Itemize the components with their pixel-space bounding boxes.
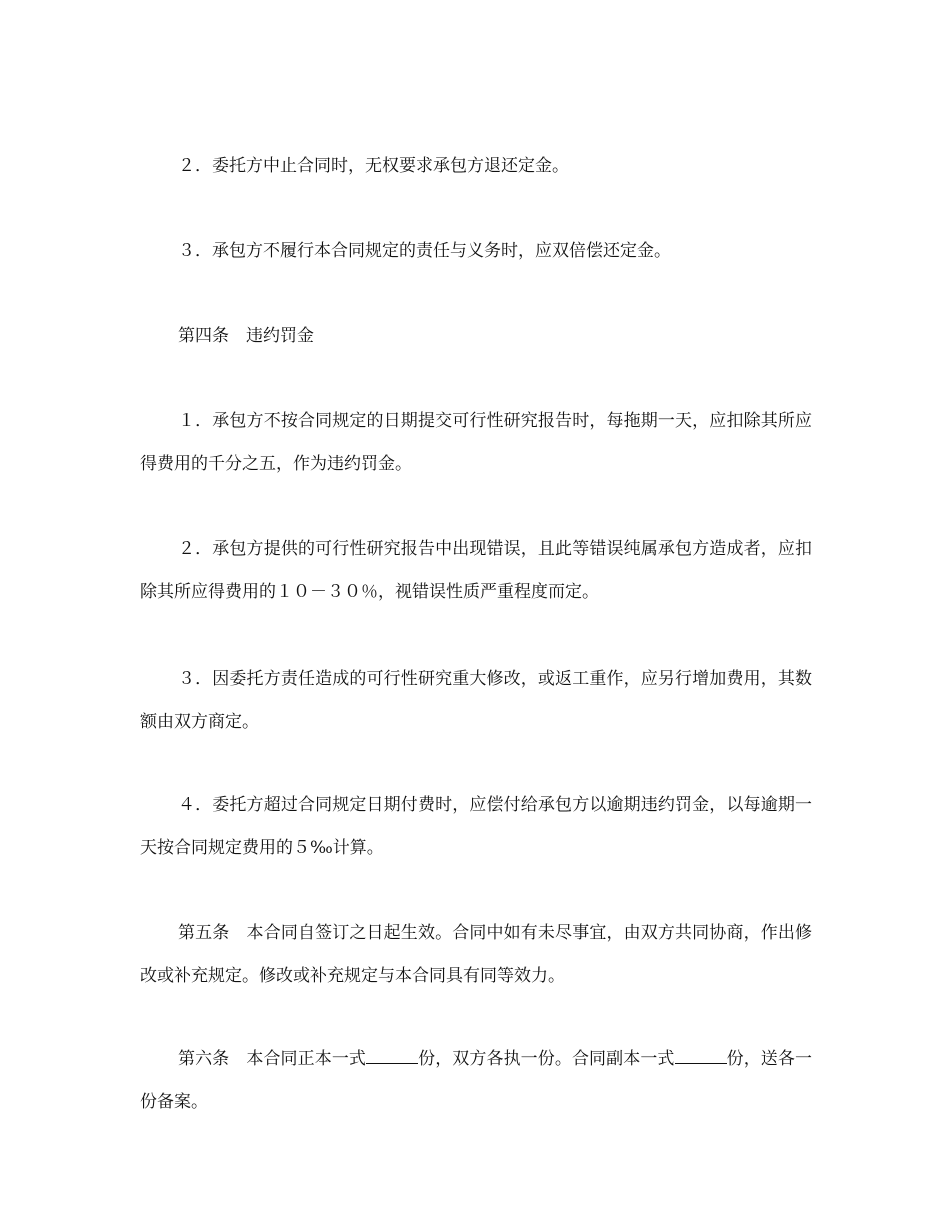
article-4-heading: 第四条 违约罚金: [178, 326, 314, 346]
article-4-item-4: ４．委托方超过合同规定日期付费时，应偿付给承包方以逾期违约罚金，以每逾期一天按合同规定费用的５‰计算。: [140, 795, 812, 858]
article-4-item-3: ３．因委托方责任造成的可行性研究重大修改，或返工重作，应另行增加费用，其数额由双方商定。: [140, 669, 812, 732]
article-6-part-2: 份，双方各执一份。合同副本一式: [418, 1049, 675, 1069]
copies-duplicate-blank[interactable]: [675, 1046, 727, 1064]
clause-3-item-2: ２．委托方中止合同时，无权要求承包方退还定金。: [178, 156, 569, 176]
article-5: 第五条 本合同自签订之日起生效。合同中如有未尽事宜，由双方共同协商，作出修改或补充规定。修改或补充规定与本合同具有同等效力。: [140, 923, 812, 986]
article-6: [140, 1038, 812, 1124]
article-6-part-1: 第六条 本合同正本一式: [178, 1049, 367, 1069]
article-6-part-3: 份，送各一份备案。: [140, 1049, 812, 1112]
clause-3-item-3: ３．承包方不履行本合同规定的责任与义务时，应双倍偿还定金。: [178, 241, 671, 261]
article-4-item-2: ２．承包方提供的可行性研究报告中出现错误，且此等错误纯属承包方造成者，应扣除其所应得费用的１０－３０％，视错误性质严重程度而定。: [140, 539, 812, 602]
article-4-item-1: １．承包方不按合同规定的日期提交可行性研究报告时，每拖期一天，应扣除其所应得费用的千分之五，作为违约罚金。: [140, 411, 812, 474]
copies-original-blank[interactable]: [366, 1046, 418, 1064]
